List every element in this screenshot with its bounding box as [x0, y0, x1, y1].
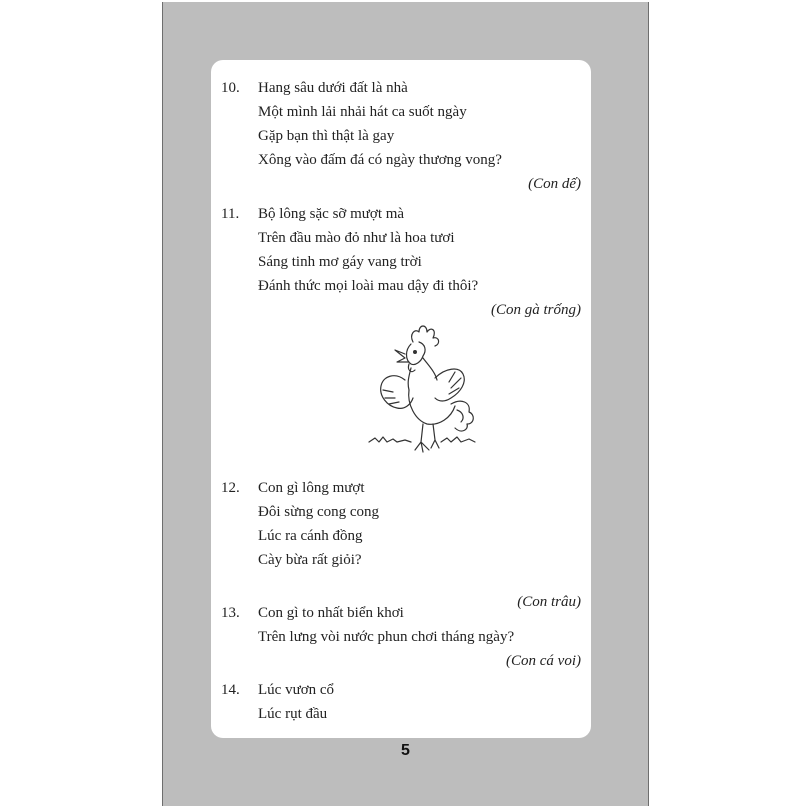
riddle-line: Lúc ra cánh đồng [258, 528, 363, 544]
riddle-line: Trên lưng vòi nước phun chơi tháng ngày? [258, 629, 515, 645]
riddle-answer: (Con dế) [528, 176, 581, 192]
content-card [211, 60, 591, 738]
riddle-line: Gặp bạn thì thật là gay [258, 128, 395, 144]
riddle-line: Hang sâu dưới đất là nhà [258, 80, 408, 96]
riddle-line: Một mình lải nhải hát ca suốt ngày [258, 104, 467, 120]
riddle-line: Xông vào đấm đá có ngày thương vong? [258, 152, 502, 168]
riddle-answer: (Con cá voi) [506, 653, 581, 669]
riddle-line: Cày bừa rất giỏi? [258, 552, 362, 568]
riddle-line: Con gì to nhất biển khơi [258, 605, 404, 621]
riddle-answer: (Con trâu) [517, 594, 581, 610]
riddle-line: Lúc rụt đầu [258, 706, 328, 722]
page-number: 5 [401, 742, 410, 759]
rooster-illustration [365, 320, 485, 465]
riddle-line: Bộ lông sặc sỡ mượt mà [258, 206, 405, 222]
riddle-number: 14. [221, 682, 240, 698]
riddle-number: 13. [221, 605, 240, 621]
riddle-answer: (Con gà trống) [491, 302, 581, 318]
riddle-line: Đôi sừng cong cong [258, 504, 380, 520]
riddle-line: Lúc vươn cổ [258, 682, 335, 698]
riddle-line: Trên đầu mào đỏ như là hoa tươi [258, 230, 455, 246]
book-page [162, 2, 649, 806]
riddle-number: 11. [221, 206, 240, 222]
riddle-line: Đánh thức mọi loài mau dậy đi thôi? [258, 278, 479, 294]
riddle-line: Sáng tinh mơ gáy vang trời [258, 254, 422, 270]
riddle-number: 12. [221, 480, 240, 496]
riddle-number: 10. [221, 80, 240, 96]
riddle-line: Con gì lông mượt [258, 480, 365, 496]
